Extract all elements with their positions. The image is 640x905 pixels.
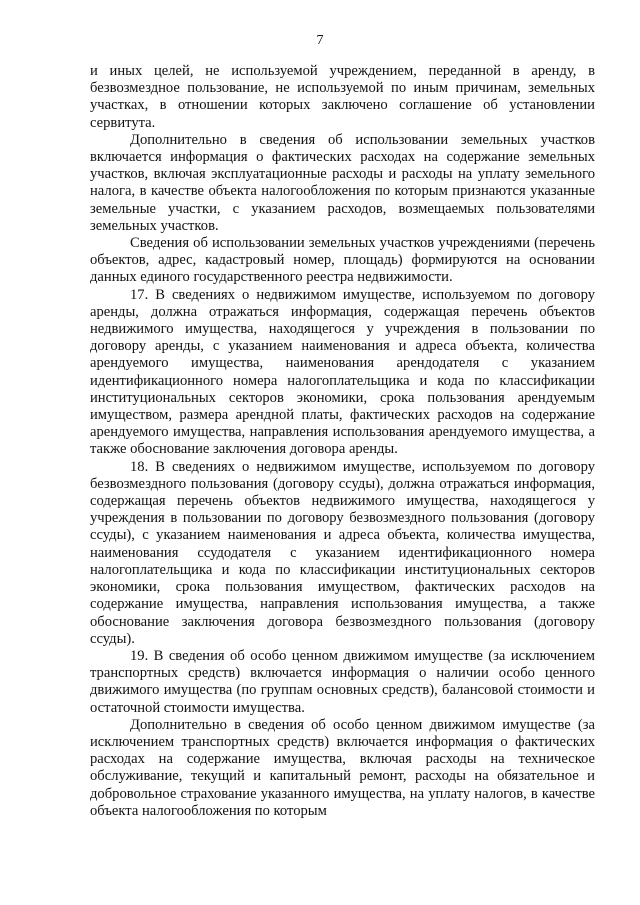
- paragraph-land-expenses: Дополнительно в сведения об использовании земельных участков включается информация о фактических расходах на содержание земельных участков, включая эксплуатационные расходы и расходы на уплату земельного налога, в качестве объекта налогообложения по которым признаются указанные земельные участки, с указанием расходов, возмещаемых пользователями земельных участков.: [90, 131, 595, 234]
- paragraph-item-17: 17. В сведениях о недвижимом имуществе, используемом по договору аренды, должна отражаться информация, содержащая перечень объектов недвижимого имущества, находящегося у учреждения в пользовании по договору аренды, с указанием наименования и адреса объекта, количества арендуемого имущества, наименования арендодателя с указанием идентификационного номера налогоплательщика и кода по классификации институциональных секторов экономики, срока пользования арендуемым имуществом, размера арендной платы, фактических расходов на содержание арендуемого имущества, направления использования арендуемого имущества, а также обоснование заключения договора аренды.: [90, 286, 595, 458]
- page-number: 7: [316, 33, 324, 48]
- body-text: [90, 63, 595, 820]
- paragraph-continuation: и иных целей, не используемой учреждением, переданной в аренду, в безвозмездное пользование, не используемой по иным причинам, земельных участках, в отношении которых заключено соглашение об установлении сервитута.: [90, 63, 595, 131]
- paragraph-land-registry: Сведения об использовании земельных участков учреждениями (перечень объектов, адрес, кадастровый номер, площадь) формируются на основании данных единого государственного реестра недвижимости.: [90, 235, 595, 286]
- paragraph-item-18: 18. В сведениях о недвижимом имуществе, используемом по договору безвозмездного пользования (договору ссуды), должна отражаться информация, содержащая перечень объектов недвижимого имущества, находящегося у учреждения в пользовании по договору безвозмездного пользования (договору ссуды), с указанием наименования и адреса объекта, количества имущества, наименования ссудодателя с указанием идентификационного номера налогоплательщика и кода по классификации институциональных секторов экономики, срока пользования имуществом, фактических расходов на содержание имущества, направления использования имущества, а также обоснование заключения договора безвозмездного пользования (договору ссуды).: [90, 458, 595, 647]
- paragraph-movable-expenses: Дополнительно в сведения об особо ценном движимом имуществе (за исключением транспортных средств) включается информация о фактических расходах на содержание имущества, включая расходы на техническое обслуживание, текущий и капитальный ремонт, расходы на обязательное и добровольное страхование указанного имущества, на уплату налогов, в качестве объекта налогообложения по которым: [90, 716, 595, 819]
- paragraph-item-19: 19. В сведения об особо ценном движимом имуществе (за исключением транспортных средств) включается информация о наличии особо ценного движимого имущества (по группам основных средств), балансовой стоимости и остаточной стоимости имущества.: [90, 647, 595, 716]
